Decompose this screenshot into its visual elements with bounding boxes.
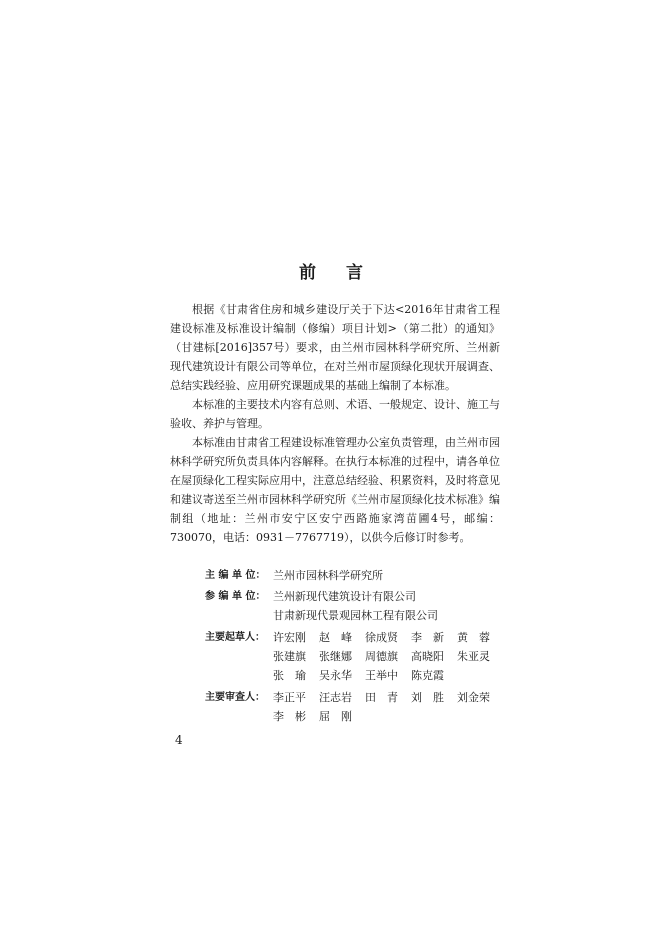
person-name: 李正平 <box>273 691 306 704</box>
person-name: 李 新 <box>411 631 444 644</box>
person-name: 张继娜 <box>319 650 352 663</box>
person-name: 高晓阳 <box>411 650 444 663</box>
person-name: 刘金荣 <box>457 691 490 704</box>
person-name: 王举中 <box>365 669 398 682</box>
foreword-body <box>170 300 500 547</box>
person-name: 刘 胜 <box>411 691 444 704</box>
person-name: 田 青 <box>365 691 398 704</box>
reviewers-label: 主要审查人： <box>205 692 265 703</box>
person-name: 许宏刚 <box>273 631 306 644</box>
person-name: 赵 峰 <box>319 631 352 644</box>
person-name: 李 彬 <box>273 710 306 723</box>
paragraph: 本标准的主要技术内容有总则、术语、一般规定、设计、施工与验收、养护与管理。 <box>170 398 500 430</box>
staff-list <box>205 566 505 726</box>
chief-unit-row <box>205 566 505 585</box>
drafters-row <box>205 628 505 685</box>
person-name: 周德旗 <box>365 650 398 663</box>
participant-row <box>205 587 505 625</box>
participant-unit: 甘肃新现代景观园林工程有限公司 <box>273 609 438 622</box>
page-number: 4 <box>175 733 183 747</box>
person-name: 汪志岩 <box>319 691 352 704</box>
chief-unit-name: 兰州市园林科学研究所 <box>273 569 383 582</box>
drafters-label: 主要起草人： <box>205 632 265 643</box>
person-name: 朱亚灵 <box>457 650 490 663</box>
person-name: 陈克霞 <box>411 669 444 682</box>
person-name: 吴永华 <box>319 669 352 682</box>
person-name: 张建旗 <box>273 650 306 663</box>
chief-unit-value <box>273 566 505 585</box>
person-name: 黄 蓉 <box>457 631 490 644</box>
reviewers-names <box>273 688 505 726</box>
reviewers-row <box>205 688 505 726</box>
paragraph: 根据《甘肃省住房和城乡建设厅关于下达<2016年甘肃省工程建设标准及标准设计编制（修编）项目计划>（第二批）的通知》（甘建标[2016]357号）要求，由兰州市园林科学研究所、兰州新现代建筑设计有限公司等单位，在对兰州市屋顶绿化现状开展调查、总结实践经验、应用研究课题成果的基础上编制了本标准。 <box>170 303 500 392</box>
page-title: 前 言 <box>299 263 375 283</box>
person-name: 屈 刚 <box>319 710 352 723</box>
drafters-names <box>273 628 505 685</box>
chief-unit-label: 主 编 单 位： <box>205 570 266 581</box>
person-name: 张 瑜 <box>273 669 306 682</box>
participant-unit: 兰州新现代建筑设计有限公司 <box>273 590 416 603</box>
participant-values <box>273 587 505 625</box>
participant-label: 参 编 单 位： <box>205 591 266 602</box>
paragraph: 本标准由甘肃省工程建设标准管理办公室负责管理，由兰州市园林科学研究所负责具体内容解释。在执行本标准的过程中，请各单位在屋顶绿化工程实际应用中，注意总结经验、积累资料，及时将意见和建议寄送至兰州市园林科学研究所《兰州市屋顶绿化技术标准》编制组（地址：兰州市安宁区安宁西路施家湾苗圃4号，邮编：730070，电话：0931－7767719），以供今后修订时参考。 <box>170 436 500 544</box>
person-name: 徐成贤 <box>365 631 398 644</box>
